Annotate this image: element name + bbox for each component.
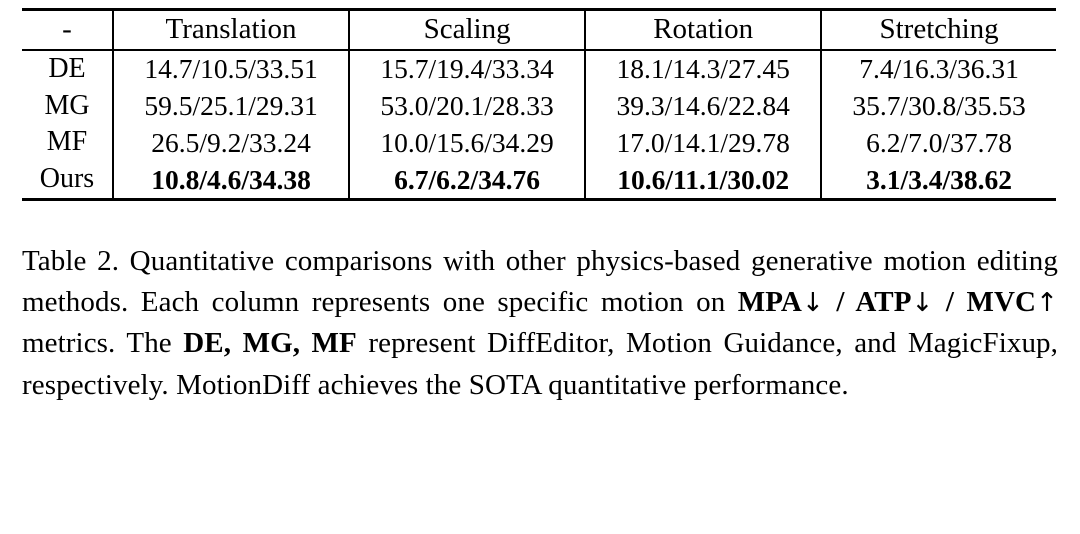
row-label: DE [22,50,113,88]
cell-translation: 26.5/9.2/33.24 [113,124,349,161]
cell-scaling: 10.0/15.6/34.29 [349,124,585,161]
column-header-scaling: Scaling [349,10,585,50]
cell-rotation: 18.1/14.3/27.45 [585,50,821,88]
up-arrow-icon: ↑ [1036,288,1058,319]
cell-stretching: 6.2/7.0/37.78 [866,126,1013,158]
cell-stretching: 35.7/30.8/35.53 [852,89,1026,121]
table-caption [22,241,1058,406]
cell-scaling: 53.0/20.1/28.33 [349,88,585,125]
method-abbreviations: DE, MG, MF [183,327,357,360]
table-row [22,161,1056,199]
down-arrow-icon: ↓ [801,288,824,319]
column-header-stretching: Stretching [821,10,1056,50]
cell-rotation: 10.6/11.1/30.02 [585,161,821,199]
column-header-method: - [22,10,113,50]
cell-stretching: 3.1/3.4/38.62 [821,161,1056,199]
cell-translation: 10.8/4.6/34.38 [113,161,349,199]
metric-mpa: MPA [737,286,802,319]
cell-translation: 14.7/10.5/33.51 [113,50,349,88]
cell-scaling: 6.7/6.2/34.76 [349,161,585,199]
table-row [22,50,1056,88]
metric-mvc: MVC [966,286,1037,319]
results-table-container [22,0,1058,201]
row-label: MF [22,124,113,161]
table-row [22,88,1056,125]
column-header-translation: Translation [113,10,349,50]
column-header-rotation: Rotation [585,10,821,50]
cell-rotation: 39.3/14.6/22.84 [585,88,821,125]
caption-separator-2: / [933,286,967,319]
metric-atp: ATP [855,286,912,319]
cell-stretching: 7.4/16.3/36.31 [859,53,1019,85]
down-arrow-icon: ↓ [911,288,934,319]
cell-translation: 59.5/25.1/29.31 [113,88,349,125]
row-label: MG [22,88,113,125]
cell-scaling: 15.7/19.4/33.34 [349,50,585,88]
table-row [22,124,1056,161]
caption-label: Table 2. [22,245,120,278]
caption-separator-1: / [823,286,856,319]
caption-text-part-3: represent DiffEditor, Motion Guidance, and MagicFixup, respectively. MotionDiff achieves the SOTA quantitative performance. [22,327,1058,401]
cell-rotation: 17.0/14.1/29.78 [585,124,821,161]
caption-text-part-1: Quantitative comparisons with other physics-based generative motion editing methods. Each column represents one specific motion on [22,245,1058,319]
table-header-row [22,10,1056,50]
caption-text-part-2: metrics. The [22,327,184,360]
results-table [22,8,1056,201]
row-label: Ours [22,161,113,199]
